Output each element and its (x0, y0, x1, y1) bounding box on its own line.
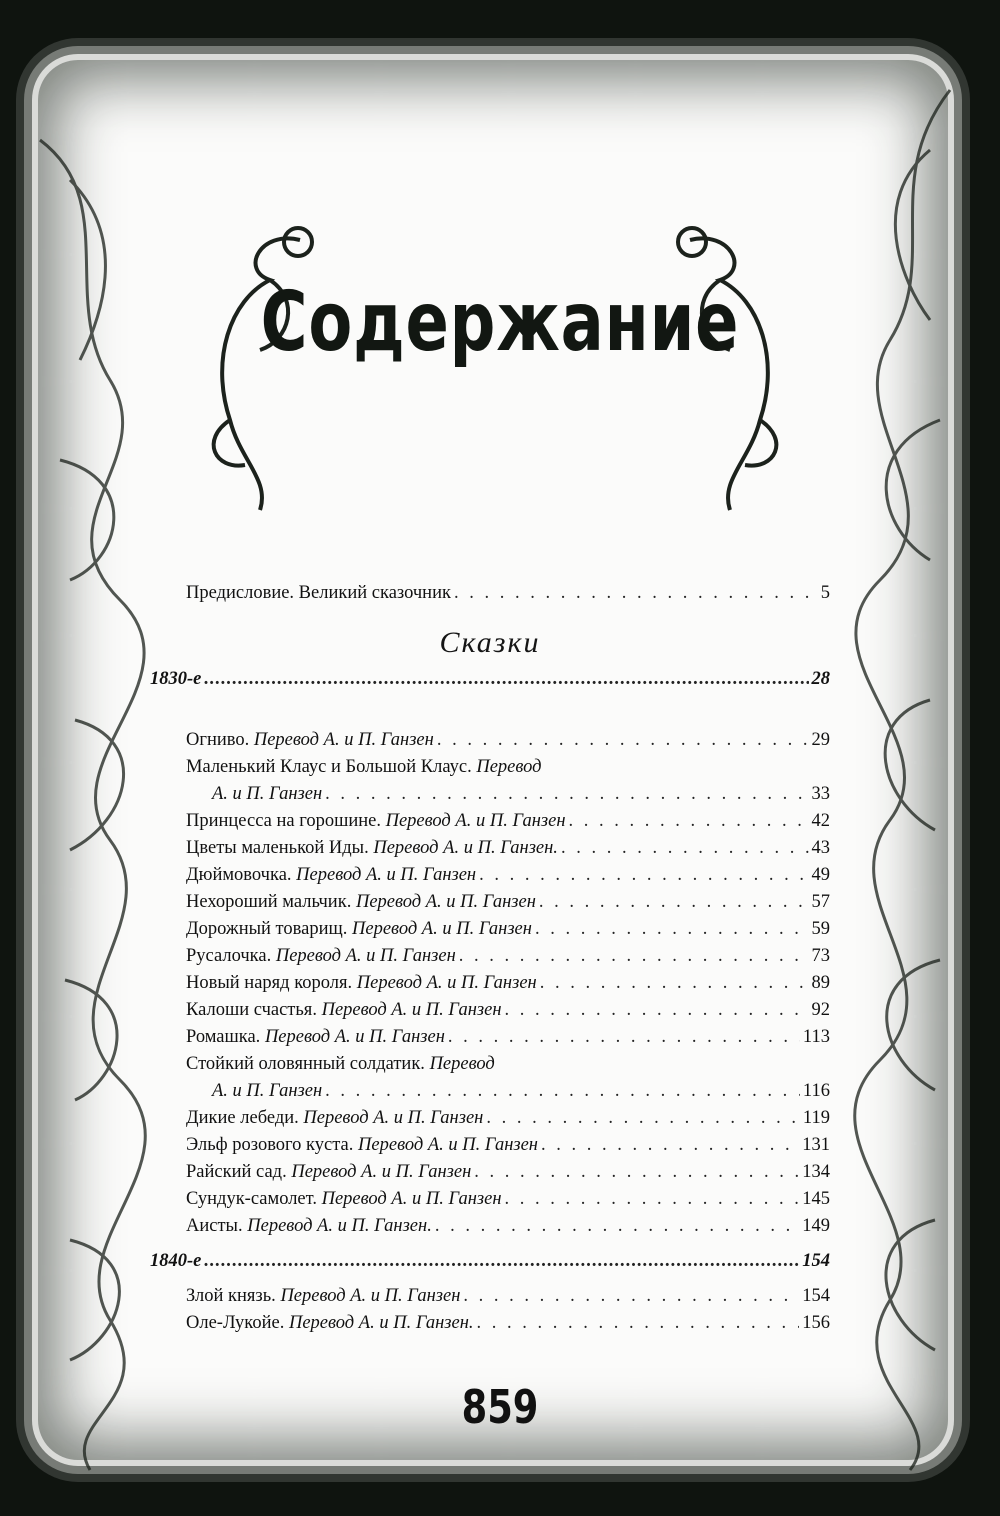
toc-entry[interactable]: Принцесса на горошине. Перевод А. и П. Ганзен . . . 42 (150, 808, 830, 835)
toc-entry-preface[interactable] (150, 580, 830, 607)
page-title: Содержание (260, 275, 740, 370)
page-number: 859 (461, 1380, 539, 1434)
table-of-contents (150, 580, 830, 1337)
toc-entry[interactable]: Русалочка. Перевод А. и П. Ганзен . . . 73 (150, 943, 830, 970)
toc-entry[interactable]: Аисты. Перевод А. и П. Ганзен. . . . 149 (150, 1213, 830, 1240)
leader-dots (204, 666, 808, 693)
toc-entry[interactable]: Эльф розового куста. Перевод А. и П. Ганзен . . . 131 (150, 1132, 830, 1159)
toc-entry[interactable]: Калоши счастья. Перевод А. и П. Ганзен . . . 92 (150, 997, 830, 1024)
toc-entry[interactable]: Дикие лебеди. Перевод А. и П. Ганзен . . . 119 (150, 1105, 830, 1132)
decade-heading[interactable]: 1840-е ..... 154 (150, 1248, 830, 1275)
toc-entry[interactable]: Нехороший мальчик. Перевод А. и П. Ганзен . . . 57 (150, 889, 830, 916)
toc-entry[interactable]: Райский сад. Перевод А. и П. Ганзен . . . 134 (150, 1159, 830, 1186)
toc-entry[interactable]: Стойкий оловянный солдатик. Перевод (186, 1054, 495, 1074)
toc-entry-continuation[interactable]: А. и П. Ганзен . . . 116 (150, 1078, 830, 1105)
toc-entry[interactable]: Оле-Лукойе. Перевод А. и П. Ганзен. . . . 156 (150, 1310, 830, 1337)
toc-entry[interactable]: Дюймовочка. Перевод А. и П. Ганзен . . . 49 (150, 862, 830, 889)
toc-entry[interactable]: Цветы маленькой Иды. Перевод А. и П. Ганзен. . . . 43 (150, 835, 830, 862)
toc-entry[interactable]: Ромашка. Перевод А. и П. Ганзен . . . 113 (150, 1024, 830, 1051)
toc-entry[interactable]: Новый наряд короля. Перевод А. и П. Ганзен . . . 89 (150, 970, 830, 997)
leader-dots (454, 580, 818, 607)
toc-entry[interactable]: Дорожный товарищ. Перевод А. и П. Ганзен . . . 59 (150, 916, 830, 943)
toc-entry[interactable]: Сундук-самолет. Перевод А. и П. Ганзен . . . 145 (150, 1186, 830, 1213)
toc-entry-continuation[interactable]: А. и П. Ганзен . . . 33 (150, 781, 830, 808)
entry-page: 5 (820, 583, 830, 603)
toc-entry[interactable]: Маленький Клаус и Большой Клаус. Перевод (186, 757, 542, 777)
leader-dots (204, 1248, 799, 1275)
toc-entry[interactable]: Огниво. Перевод А. и П. Ганзен . . . 29 (150, 727, 830, 754)
section-heading: Сказки (439, 626, 541, 659)
toc-entry[interactable]: Злой князь. Перевод А. и П. Ганзен . . . 154 (150, 1283, 830, 1310)
entry-title: Предисловие. Великий сказочник (186, 583, 451, 603)
decade-heading[interactable]: 1830-е ..... 28 (150, 666, 830, 693)
